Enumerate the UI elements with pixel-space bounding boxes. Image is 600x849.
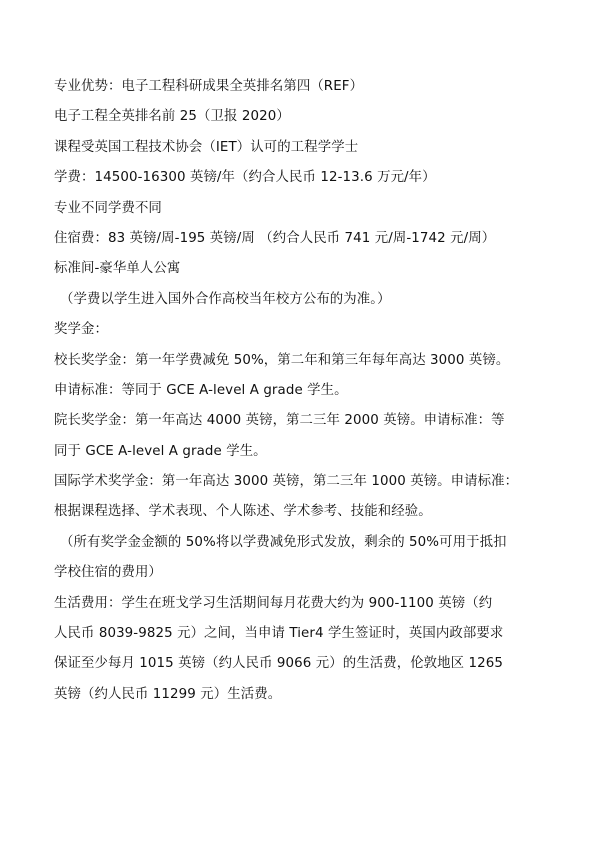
text-line: 专业优势：电子工程科研成果全英排名第四（REF）: [54, 79, 364, 94]
document-body: [54, 72, 550, 710]
text-line: （学费以学生进入国外合作高校当年校方公布的为准。）: [60, 291, 391, 307]
text-line: 学费：14500-16300 英镑/年（约合人民币 12-13.6 万元/年）: [54, 170, 436, 186]
text-line: 同于 GCE A-level A grade 学生。: [54, 443, 267, 459]
text-line: 奖学金：: [54, 322, 108, 338]
text-line: 申请标准：等同于 GCE A-level A grade 学生。: [54, 382, 348, 398]
text-line: （所有奖学金金额的 50%将以学费减免形式发放，剩余的 50%可用于抵扣: [60, 534, 507, 550]
text-line: 标准间-豪华单人公寓: [54, 261, 181, 277]
text-line: 院长奖学金：第一年高达 4000 英镑，第二三年 2000 英镑。申请标准：等: [54, 413, 505, 429]
text-line: 保证至少每月 1015 英镑（约人民币 9066 元）的生活费，伦敦地区 1265: [54, 656, 503, 672]
text-line: 根据课程选择、学术表现、个人陈述、学术参考、技能和经验。: [54, 504, 432, 520]
text-line: 校长奖学金：第一年学费减免 50%，第二年和第三年每年高达 3000 英镑。: [54, 352, 510, 368]
text-line: 课程受英国工程技术协会（IET）认可的工程学学士: [54, 139, 359, 155]
text-line: 电子工程全英排名前 25（卫报 2020）: [54, 109, 290, 125]
text-line: 学校住宿的费用）: [54, 565, 162, 581]
text-line: 人民币 8039-9825 元）之间，当申请 Tier4 学生签证时，英国内政部要求: [54, 626, 504, 642]
text-line: 生活费用：学生在班戈学习生活期间每月花费大约为 900-1100 英镑（约: [54, 595, 493, 611]
text-line: 专业不同学费不同: [54, 200, 162, 216]
text-line: 国际学术奖学金：第一年高达 3000 英镑，第二三年 1000 英镑。申请标准：: [54, 474, 519, 490]
text-line: 住宿费：83 英镑/周-195 英镑/周 （约合人民币 741 元/周-1742 元/周）: [54, 230, 496, 246]
text-line: 英镑（约人民币 11299 元）生活费。: [54, 686, 282, 702]
